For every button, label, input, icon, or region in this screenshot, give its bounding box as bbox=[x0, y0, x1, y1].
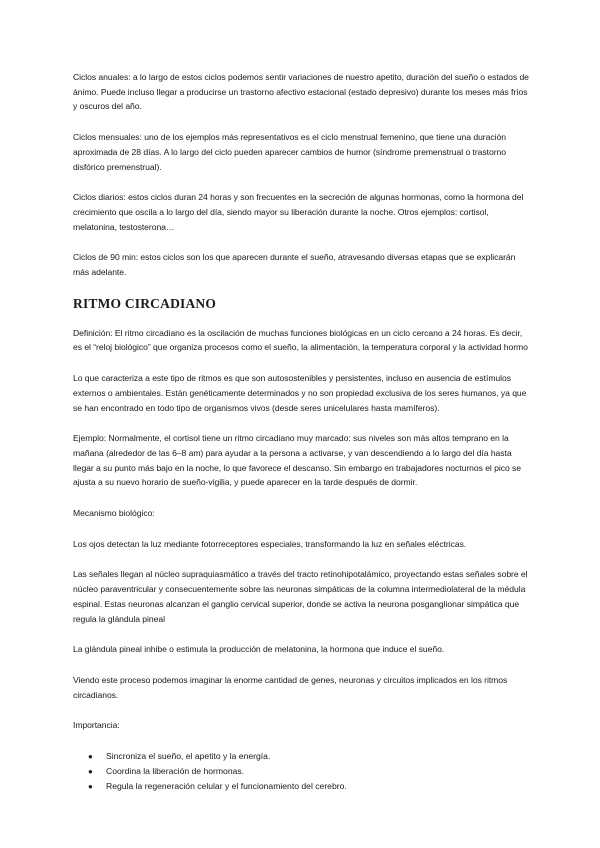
paragraph-ciclos-diarios: Ciclos diarios: estos ciclos duran 24 horas y son frecuentes en la secreción de algunas hormonas, como la hormona del crecimiento que oscila a lo largo del día, siendo mayor su liberación durante la noche. Otros ejemplos: cortisol, melatonina, testosterona… bbox=[73, 192, 524, 232]
bullet-icon: ● bbox=[88, 767, 93, 777]
paragraph-ciclos-90min: Ciclos de 90 min: estos ciclos son los que aparecen durante el sueño, atravesando diversas etapas que se explicarán más adelante. bbox=[73, 252, 516, 278]
list-item-text: Sincroniza el sueño, el apetito y la energía. bbox=[106, 751, 271, 762]
paragraph-ejemplo: Ejemplo: Normalmente, el cortisol tiene un ritmo circadiano muy marcado: sus niveles son más altos temprano en la mañana (alrededor de las 6–8 am) para ayudar a la persona a activarse, y van descendiendo a lo largo del día hasta llegar a su punto más bajo en la noche, lo que favorece el descanso. Sin embargo en trabajadores nocturnos el pico se ajusta a su nuevo horario de sueño-vigilia, y puede aparecer en la tarde después de dormir. bbox=[73, 433, 521, 488]
paragraph-ojos: Los ojos detectan la luz mediante fotorreceptores especiales, transformando la luz en señales eléctricas. bbox=[73, 538, 467, 549]
section-heading-ritmo-circadiano: RITMO CIRCADIANO bbox=[73, 295, 217, 311]
paragraph-importancia-label: Importancia: bbox=[73, 720, 120, 731]
paragraph-senales: Las señales llegan al núcleo supraquiasmático a través del tracto retinohipotalámico, proyectando estas señales sobre el núcleo paraventricular y consecuentemente sobre las neuronas simpáticas de la columna intermediolateral de la médula espinal. Estas neuronas alcanzan el ganglio cervical superior, donde se activa la neurona posganglionar simpática que regula la glándula pineal bbox=[73, 569, 528, 624]
bullet-icon: ● bbox=[88, 782, 93, 792]
importance-list bbox=[73, 749, 530, 794]
paragraph-ciclos-mensuales: Ciclos mensuales: uno de los ejemplos más representativos es el ciclo menstrual femenino, que tiene una duración aproximada de 28 días. A lo largo del ciclo pueden aparecer cambios de humor (síndrome premenstrual o trastorno disfórico premenstrual). bbox=[73, 132, 506, 172]
paragraph-ciclos-anuales: Ciclos anuales: a lo largo de estos ciclos podemos sentir variaciones de nuestro apetito, duración del sueño o estados de ánimo. Puede incluso llegar a producirse un trastorno afectivo estacional (estado depresivo) durante los meses más fríos y oscuros del año. bbox=[73, 72, 529, 112]
list-item-text: Regula la regeneración celular y el funcionamiento del cerebro. bbox=[106, 781, 347, 792]
list-item bbox=[88, 779, 530, 794]
paragraph-mecanismo-label: Mecanismo biológico: bbox=[73, 508, 155, 519]
paragraph-caracteristicas: Lo que caracteriza a este tipo de ritmos es que son autosostenibles y persistentes, incluso en ausencia de estímulos externos o ambientales. Están genéticamente determinados y no son propiedad exclusiva de los seres humanos, ya que se han encontrado en todo tipo de organismos vivos (desde seres unicelulares hasta mamíferos). bbox=[73, 373, 527, 413]
paragraph-viendo-proceso: Viendo este proceso podemos imaginar la enorme cantidad de genes, neuronas y circuitos implicados en los ritmos circadianos. bbox=[73, 674, 508, 700]
list-item bbox=[88, 764, 530, 779]
list-item bbox=[88, 749, 530, 764]
list-item-text: Coordina la liberación de hormonas. bbox=[106, 766, 245, 777]
bullet-icon: ● bbox=[88, 752, 93, 762]
paragraph-definicion: Definición: El ritmo circadiano es la oscilación de muchas funciones biológicas en un ciclo cercano a 24 horas. Es decir, es el “reloj biológico” que organiza procesos como el sueño, la alimentación, la temperatura corporal y la actividad hormo bbox=[73, 327, 528, 353]
paragraph-glandula-pineal: La glándula pineal inhibe o estimula la producción de melatonina, la hormona que induce el sueño. bbox=[73, 644, 445, 655]
